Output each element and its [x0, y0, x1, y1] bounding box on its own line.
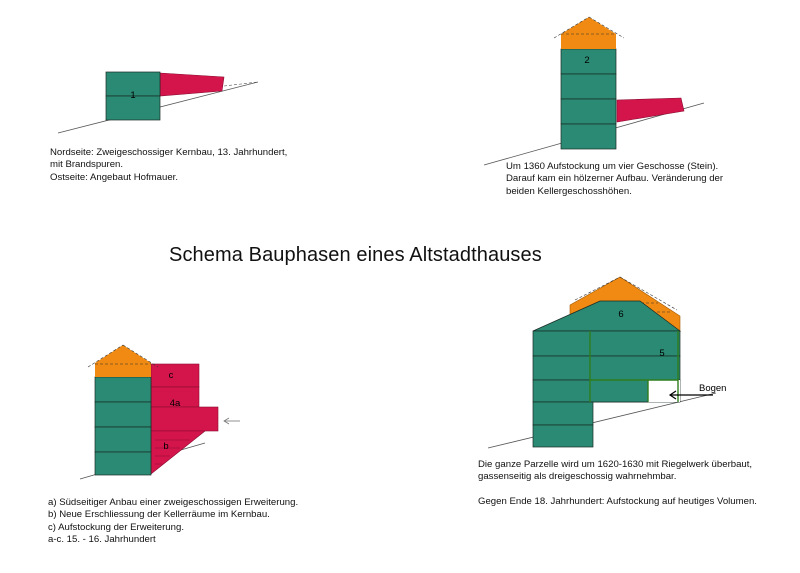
core-label: 1 [130, 90, 136, 101]
caption-line: Darauf kam ein hölzerner Aufbau. Veränderung der [506, 173, 724, 185]
annex-c [151, 364, 199, 387]
tower-floor-4 [561, 124, 616, 149]
entrance-arrow [224, 418, 240, 424]
core-floor-3 [95, 427, 151, 452]
annex-4a-lower [151, 407, 218, 431]
annex-c-label: c [168, 370, 174, 381]
core-floor-2 [95, 402, 151, 427]
caption-line: b) Neue Erschliessung der Kellerräume im Kernbau. [48, 509, 270, 521]
phase2-caption [506, 161, 723, 198]
wooden-roof [95, 345, 151, 363]
phase5-sketch [488, 277, 726, 448]
caption-line: a) Südseitiger Anbau einer zweigeschossigen Erweiterung. [48, 497, 299, 508]
annex-4a-label: 4a [169, 398, 181, 409]
wooden-roof [561, 17, 616, 34]
phase1-sketch [58, 72, 258, 133]
phase1-caption [50, 147, 287, 184]
tower-floor-3 [561, 99, 616, 124]
caption-line: a-c. 15. - 16. Jahrhundert [48, 534, 156, 546]
phase5-caption [478, 459, 757, 508]
phase4-sketch [80, 345, 240, 479]
tower-label: 2 [584, 55, 590, 66]
frame-5-label: 5 [659, 348, 665, 359]
core-floor-4 [95, 452, 151, 475]
caption-line: Ostseite: Angebaut Hofmauer. [50, 171, 178, 183]
phase2-sketch [484, 17, 704, 165]
core-floor-1 [533, 425, 593, 447]
caption-line: c) Aufstockung der Erweiterung. [48, 521, 184, 533]
cellar-stair-b [151, 431, 205, 474]
caption-line: Um 1360 Aufstockung um vier Geschosse (Stein). [506, 161, 719, 172]
caption-line: Gegen Ende 18. Jahrhundert: Aufstockung auf heutiges Volumen. [478, 495, 757, 507]
phase4-caption [48, 497, 298, 547]
arch-label: Bogen [699, 383, 727, 394]
caption-line: mit Brandspuren. [50, 159, 124, 171]
caption-line: beiden Kellergeschosshöhen. [506, 185, 632, 197]
tower-floor-2 [561, 74, 616, 99]
frame-floor-4 [533, 356, 680, 380]
caption-line: Nordseite: Zweigeschossiger Kernbau, 13. Jahrhundert, [50, 147, 288, 158]
frame-floor-5 [533, 331, 680, 356]
stair-b-label: b [163, 441, 169, 452]
core-floor-2 [533, 402, 593, 425]
page-title: Schema Bauphasen eines Altstadthauses [169, 244, 542, 266]
caption-line: Die ganze Parzelle wird um 1620-1630 mit Riegelwerk überbaut, [478, 459, 753, 470]
courtyard-wall [160, 73, 224, 96]
roof-6-label: 6 [618, 309, 624, 320]
caption-line: gassenseitig als dreigeschossig wahrnehmbar. [478, 471, 677, 483]
core-floor-1 [95, 377, 151, 402]
